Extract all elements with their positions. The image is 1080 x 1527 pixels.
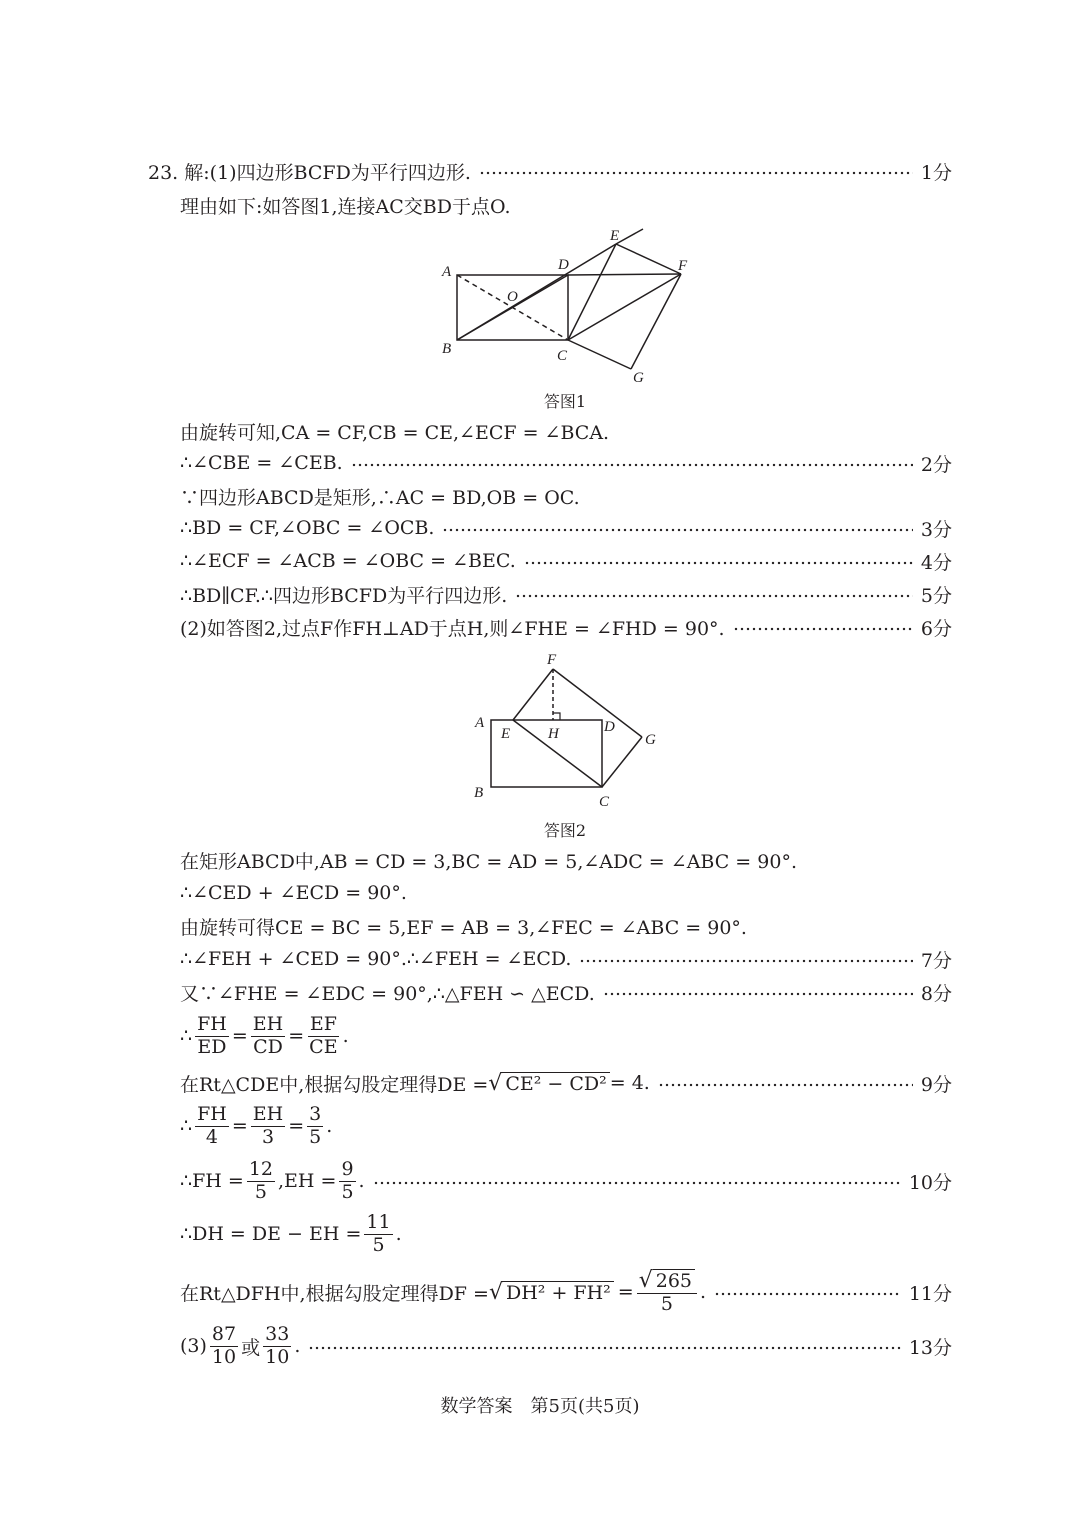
answer-line-8: ∴BD∥CF.∴四边形BCFD为平行四边形. 5分 [180,579,952,609]
point-label-g: G [633,370,644,386]
page-footer: 数学答案 第5页(共5页) [440,1396,640,1417]
score-label: 4分 [920,551,952,574]
point-label-c: C [557,348,568,364]
answer-line-20: 在Rt△DFH中,根据勾股定理得DF = √ DH² + FH² = $\frac{√ 265}{5}$ . 11分 [180,1267,952,1316]
answer-line-4: ∴∠CBE = ∠CEB. 2分 [180,448,952,478]
fraction: $\frac{EH}{CD}$ [252,1012,284,1058]
point-label-o: O [507,289,518,305]
point-label-f: F [678,258,688,274]
leader-dots [733,627,913,631]
leader-dots [714,1292,901,1296]
answer-line-3: 由旋转可知,CA = CF,CB = CE,∠ECF = ∠BCA. [180,421,610,444]
leader-dots [515,594,913,598]
score-label: 1分 [920,161,952,184]
answer-line-6: ∴BD = CF,∠OBC = ∠OCB. 3分 [180,513,952,543]
fraction: $\frac{87}{10}$ [211,1322,237,1368]
answer-line-12: 由旋转可得CE = BC = 5,EF = AB = 3,∠FEC = ∠ABC = 90°. [180,916,747,939]
leader-dots [524,561,913,565]
segment-ef [616,244,681,274]
segment-e-extension [616,229,643,244]
answer-line-16: 在Rt△CDE中,根据勾股定理得DE = √ CE² − CD² = 4. 9分 [180,1070,952,1096]
point-label-f: F [547,652,557,668]
leader-dots [308,1346,900,1350]
answer-line-14: 又∵∠FHE = ∠EDC = 90°,∴△FEH ∽ △ECD. 8分 [180,977,952,1007]
point-label-c: C [599,794,610,810]
score-label: 10分 [908,1171,952,1194]
point-label-e: E [501,726,511,742]
point-label-h: H [548,726,559,742]
answer-line-10: 在矩形ABCD中,AB = CD = 3,BC = AD = 5,∠ADC = ∠ABC = 90°. [180,850,797,873]
leader-dots [658,1083,913,1087]
figure-2-caption: 答图2 [543,821,587,840]
leader-dots [442,528,912,532]
point-label-d: D [558,257,569,273]
fraction: $\frac{EF}{CE}$ [309,1012,338,1058]
leader-dots [351,463,913,467]
answer-line-11: ∴∠CED + ∠ECD = 90°. [180,882,407,904]
fraction: $\frac{√ 265}{5}$ [637,1268,697,1316]
fraction: $\frac{11}{5}$ [366,1210,391,1256]
radicand: CE² − CD² [502,1072,609,1095]
fraction: $\frac{EH}{3}$ [252,1102,284,1148]
answer-line-19: ∴DH = DE − EH = $\frac{11}{5}$ . [180,1210,402,1256]
answer-line-17: ∴ $\frac{FH}{4}$ = $\frac{EH}{3}$ = $\frac{3}{5}$ . [180,1102,333,1148]
score-label: 9分 [920,1073,952,1096]
radical-sign: √ [638,1267,653,1293]
right-angle-mark [553,713,560,720]
leader-dots [373,1181,901,1185]
figure-1-caption: 答图1 [543,392,587,411]
answer-line-18: ∴FH = $\frac{12}{5}$ ,EH = $\frac{9}{5}$ . 10分 [180,1157,952,1203]
answer-line-7: ∴∠ECF = ∠ACB = ∠OBC = ∠BEC. 4分 [180,546,952,576]
figure-1 [430,222,700,387]
answer-line-13: ∴∠FEH + ∠CED = 90°.∴∠FEH = ∠ECD. 7分 [180,944,952,974]
score-label: 7分 [920,949,952,972]
point-label-d: D [604,719,615,735]
leader-dots [479,171,913,175]
point-label-b: B [474,785,484,801]
segment-df [568,274,681,275]
fraction: $\frac{33}{10}$ [265,1322,290,1368]
answer-line-9: (2)如答图2,过点F作FH⊥AD于点H,则∠FHE = ∠FHD = 90°. 6分 [180,612,952,642]
segment-cg [568,340,631,369]
fraction: $\frac{FH}{4}$ [197,1102,227,1148]
leader-dots [579,959,912,963]
point-label-a: A [442,264,452,280]
score-label: 8分 [920,982,952,1005]
fraction: $\frac{12}{5}$ [248,1157,273,1203]
score-label: 11分 [908,1282,952,1305]
answer-line-1: 23. 解:(1)四边形BCFD为平行四边形. 1分 [148,156,952,186]
segment-fg [553,669,642,737]
leader-dots [603,992,913,996]
radicand: DH² + FH² [503,1281,614,1304]
segment-ef [513,669,553,720]
point-label-b: B [442,341,452,357]
point-label-a: A [475,715,485,731]
point-label-e: E [610,228,620,244]
radical-sign: √ [488,1070,503,1096]
fraction: $\frac{FH}{ED}$ [197,1012,227,1058]
point-label-g: G [645,732,656,748]
fraction: $\frac{3}{5}$ [309,1102,322,1148]
answer-line-21: (3) $\frac{87}{10}$ 或 $\frac{33}{10}$ . 13分 [180,1322,952,1368]
score-label: 13分 [908,1336,952,1359]
score-label: 6分 [920,617,952,640]
score-label: 2分 [920,453,952,476]
answer-line-2: 理由如下:如答图1,连接AC交BD于点O. [180,195,511,218]
answer-line-5: ∵四边形ABCD是矩形,∴AC = BD,OB = OC. [180,486,580,509]
fraction: $\frac{9}{5}$ [341,1157,354,1203]
score-label: 5分 [920,584,952,607]
radical-sign: √ [488,1279,503,1305]
figure-2 [470,650,670,815]
score-label: 3分 [920,518,952,541]
segment-gc [602,737,642,787]
answer-line-15: ∴ $\frac{FH}{ED}$ = $\frac{EH}{CD}$ = $\frac{EF}{CE}$ . [180,1012,349,1058]
